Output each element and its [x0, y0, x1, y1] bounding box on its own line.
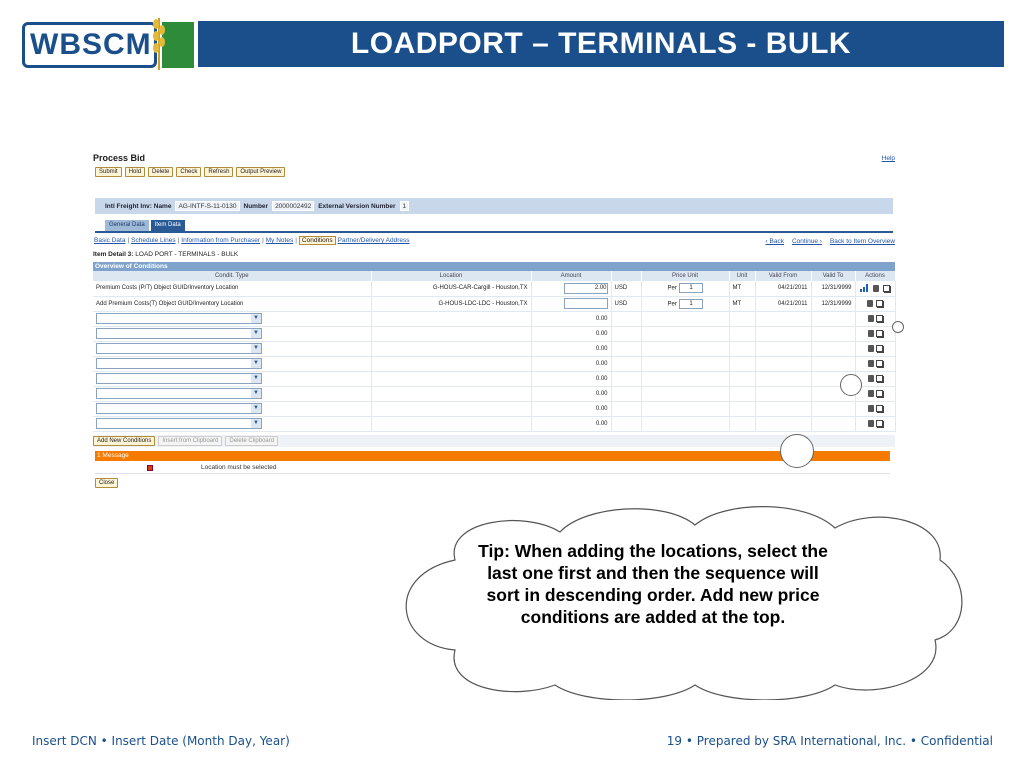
col-valid-to: Valid To [811, 271, 855, 281]
logo-text: WBSCM [22, 22, 157, 68]
callout-marker [892, 321, 904, 333]
slide-title: LOADPORT – TERMINALS - BULK [198, 21, 1004, 67]
col-amount: Amount [531, 271, 611, 281]
condit-type-select[interactable] [96, 358, 262, 369]
subnav-my-notes[interactable]: My Notes [265, 237, 294, 244]
trash-icon[interactable] [868, 360, 874, 367]
amount-input[interactable] [564, 298, 608, 309]
message-row [95, 462, 890, 474]
cell-location: G-HOUS-LDC-LDC - Houston,TX [371, 296, 531, 311]
table-row [93, 356, 895, 371]
cell-currency: USD [611, 281, 641, 296]
cell-valid-from: 04/21/2011 [755, 296, 811, 311]
table-row [93, 386, 895, 401]
chevron-down-icon: ▼ [251, 329, 261, 338]
copy-icon[interactable] [876, 405, 883, 412]
trash-icon[interactable] [873, 285, 879, 292]
cell-location: G-HOUS-CAR-Cargill - Houston,TX [371, 281, 531, 296]
submit-button[interactable]: Submit [95, 167, 122, 177]
copy-icon[interactable] [876, 420, 883, 427]
number-label: Number [243, 202, 269, 210]
item-detail-value: LOAD PORT - TERMINALS - BULK [135, 251, 239, 258]
item-nav-right [766, 238, 895, 245]
wheat-icon [149, 12, 169, 70]
item-detail-label: Item Detail 3: [93, 251, 134, 258]
footer-right: 19 • Prepared by SRA International, Inc. • Confidential [666, 734, 993, 748]
col-currency [611, 271, 641, 281]
number-field: 2000002492 [272, 201, 314, 211]
item-detail [93, 251, 238, 258]
cell-valid-to: 12/31/9999 [811, 281, 855, 296]
subnav-info-from-purchaser[interactable]: Information from Purchaser [181, 237, 261, 244]
copy-icon[interactable] [876, 330, 883, 337]
table-row [93, 341, 895, 356]
copy-icon[interactable] [876, 315, 883, 322]
output-preview-button[interactable]: Output Preview [236, 167, 285, 177]
chevron-down-icon: ▼ [251, 314, 261, 323]
cell-valid-to: 12/31/9999 [811, 296, 855, 311]
subnav-basic-data[interactable]: Basic Data [94, 237, 126, 244]
insert-from-clipboard-button[interactable]: Insert from Clipboard [158, 436, 222, 446]
message-text: Location must be selected [201, 464, 277, 471]
table-row [93, 281, 895, 296]
chevron-down-icon: ▼ [251, 404, 261, 413]
trash-icon[interactable] [868, 390, 874, 397]
table-row [93, 326, 895, 341]
conditions-table [93, 271, 896, 432]
price-unit-input[interactable]: 1 [679, 283, 703, 293]
per-label: Per [667, 285, 677, 292]
message-header: 1 Message [95, 451, 890, 461]
condit-type-select[interactable] [96, 418, 262, 429]
cell-amount: 0.00 [531, 386, 611, 401]
tab-underline [95, 231, 893, 233]
subnav-partner-delivery[interactable]: Partner/Delivery Address [337, 237, 410, 244]
bid-header [95, 198, 893, 214]
footer-left: Insert DCN • Insert Date (Month Day, Year) [32, 734, 290, 748]
trash-icon[interactable] [868, 375, 874, 382]
chevron-down-icon: ▼ [251, 344, 261, 353]
cell-amount: 0.00 [531, 401, 611, 416]
name-field: AG-INTF-S-11-0130 [175, 201, 239, 211]
page-title: Process Bid [93, 153, 146, 163]
col-valid-from: Valid From [755, 271, 811, 281]
cell-valid-from: 04/21/2011 [755, 281, 811, 296]
condition-actions [93, 435, 895, 447]
cell-unit: MT [729, 296, 755, 311]
subnav-schedule-lines[interactable]: Schedule Lines [131, 237, 176, 244]
copy-icon[interactable] [876, 345, 883, 352]
condit-type-select[interactable] [96, 388, 262, 399]
trash-icon[interactable] [868, 330, 874, 337]
trash-icon[interactable] [868, 315, 874, 322]
table-row [93, 296, 895, 311]
cell-condit-type: Add Premium Costs(T) Object GUID/Inventory Location [93, 296, 371, 311]
table-row [93, 311, 895, 326]
item-subnav: Basic Data | Schedule Lines | Information from Purchaser | My Notes | Conditions Partner/Delivery Address [94, 237, 410, 244]
cell-unit: MT [729, 281, 755, 296]
cell-condit-type: Premium Costs (P/T) Object GUID/Inventory Location [93, 281, 371, 296]
copy-icon[interactable] [876, 300, 883, 307]
chevron-down-icon: ▼ [251, 419, 261, 428]
add-new-conditions-button[interactable]: Add New Conditions [93, 436, 155, 446]
cell-amount: 0.00 [531, 326, 611, 341]
per-label: Per [667, 301, 677, 308]
callout-marker [780, 434, 814, 468]
error-icon [147, 465, 153, 471]
wbscm-logo [22, 12, 194, 70]
hold-button[interactable]: Hold [125, 167, 145, 177]
condit-type-select[interactable] [96, 403, 262, 414]
col-location: Location [371, 271, 531, 281]
condit-type-select[interactable] [96, 328, 262, 339]
col-price-unit: Price Unit [641, 271, 729, 281]
back-to-overview-link[interactable]: Back to Item Overview [829, 238, 895, 245]
copy-icon[interactable] [876, 390, 883, 397]
ext-version-label: External Version Number [318, 202, 396, 210]
trash-icon[interactable] [867, 300, 873, 307]
check-button[interactable]: Check [176, 167, 201, 177]
chevron-down-icon: ▼ [251, 389, 261, 398]
col-actions: Actions [855, 271, 895, 281]
chevron-down-icon: ▼ [251, 359, 261, 368]
amount-input[interactable]: 2.00 [564, 283, 608, 294]
trash-icon[interactable] [868, 420, 874, 427]
refresh-button[interactable]: Refresh [204, 167, 233, 177]
table-header-row [93, 271, 895, 281]
condit-type-select[interactable] [96, 373, 262, 384]
callout-marker [840, 374, 862, 396]
table-row [93, 371, 895, 386]
condit-type-select[interactable] [96, 343, 262, 354]
table-row [93, 401, 895, 416]
close-button[interactable]: Close [95, 478, 118, 488]
copy-icon[interactable] [876, 360, 883, 367]
name-label: Intl Freight Inv: Name [105, 202, 172, 210]
ext-version-field: 1 [400, 201, 410, 211]
delete-clipboard-button[interactable]: Delete Clipboard [225, 436, 278, 446]
help-link[interactable]: Help [881, 155, 895, 162]
trash-icon[interactable] [868, 345, 874, 352]
cell-amount: 0.00 [531, 371, 611, 386]
price-unit-input[interactable]: 1 [679, 299, 703, 309]
continue-link[interactable]: Continue › [791, 238, 822, 245]
cell-amount: 0.00 [531, 311, 611, 326]
delete-button[interactable]: Delete [148, 167, 173, 177]
back-link[interactable]: ‹ Back [765, 238, 784, 245]
col-unit: Unit [729, 271, 755, 281]
tab-item-data[interactable]: Item Data [151, 220, 185, 231]
tip-text: Tip: When adding the locations, select the last one first and then the sequence will sort in descending order. Add new price conditions are added at the top. [478, 541, 828, 627]
cell-amount: 0.00 [531, 341, 611, 356]
chevron-down-icon: ▼ [251, 374, 261, 383]
tab-bar [105, 220, 185, 231]
condit-type-select[interactable] [96, 313, 262, 324]
trash-icon[interactable] [868, 405, 874, 412]
copy-icon[interactable] [883, 285, 890, 292]
table-row [93, 416, 895, 431]
toolbar [95, 167, 285, 177]
col-condit-type: Condit. Type [93, 271, 371, 281]
scale-chart-icon[interactable] [860, 284, 869, 292]
overview-title: Overview of Conditions [93, 262, 895, 271]
cell-amount: 0.00 [531, 356, 611, 371]
subnav-conditions[interactable]: Conditions [299, 236, 336, 245]
tab-general-data[interactable]: General Data [105, 220, 149, 231]
copy-icon[interactable] [876, 375, 883, 382]
cell-currency: USD [611, 296, 641, 311]
cell-amount: 0.00 [531, 416, 611, 431]
